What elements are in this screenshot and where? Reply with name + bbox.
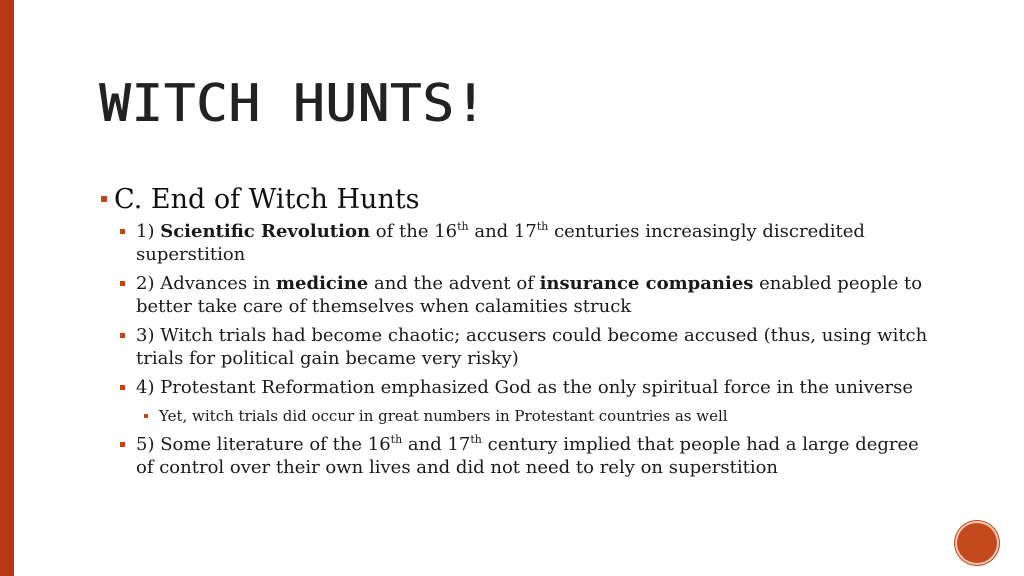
slide-heading: C. End of Witch Hunts [114, 184, 420, 215]
slide-navigation-button[interactable] [957, 523, 997, 563]
list-item [99, 376, 939, 399]
superscript: th [457, 220, 469, 233]
text-segment: 4) Protestant Reformation emphasized God as the only spiritual force in the universe [136, 377, 914, 398]
bold-text: insurance companies [539, 273, 754, 294]
square-bullet-icon [120, 385, 125, 390]
superscript: th [470, 433, 482, 446]
text-segment: 5) Some literature of the 16 [136, 434, 391, 455]
superscript: th [536, 220, 549, 233]
square-bullet-icon [101, 196, 107, 202]
bold-text: medicine [275, 273, 369, 294]
bold-text: Scientific Revolution [160, 221, 371, 242]
text-segment: enabled people to better take care of themselves when calamities struck [136, 273, 923, 317]
list-item [99, 433, 939, 479]
text-segment: century implied that people had a large degree of control over their own lives and did not need to rely on superstition [136, 434, 919, 478]
text-segment: and the advent of [368, 273, 540, 294]
accent-bar [0, 0, 14, 576]
square-bullet-icon [144, 414, 148, 418]
text-segment: and 17 [402, 434, 471, 455]
sub-list-item [99, 405, 939, 427]
text-segment: 2) Advances in [136, 273, 276, 294]
text-segment: 3) Witch trials had become chaotic; accusers could become accused (thus, using witch trials for political gain became very risky) [136, 325, 928, 369]
square-bullet-icon [120, 442, 125, 447]
square-bullet-icon [120, 281, 125, 286]
square-bullet-icon [120, 229, 125, 234]
slide-content [99, 180, 939, 485]
heading-bullet [99, 180, 939, 220]
text-segment: 1) [136, 221, 161, 242]
text-segment: Yet, witch trials did occur in great numbers in Protestant countries as well [159, 407, 728, 425]
text-segment: centuries increasingly discredited superstition [136, 221, 865, 265]
text-segment: and 17 [468, 221, 537, 242]
superscript: th [390, 433, 403, 446]
text-segment: of the 16 [370, 221, 458, 242]
list-item [99, 220, 939, 266]
bullet-list [99, 220, 939, 479]
square-bullet-icon [120, 333, 125, 338]
slide-title: WITCH HUNTS! [99, 74, 487, 134]
list-item [99, 324, 939, 370]
list-item [99, 272, 939, 318]
